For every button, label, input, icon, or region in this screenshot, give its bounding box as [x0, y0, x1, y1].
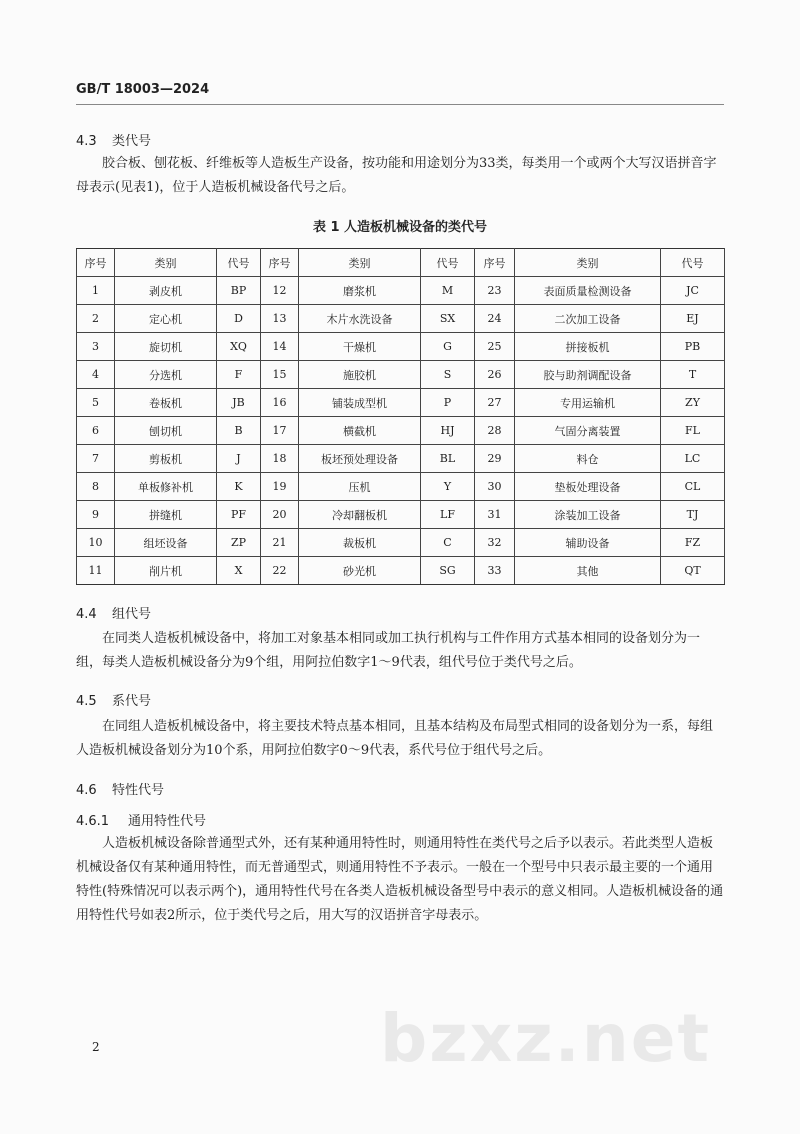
code-cell: P — [421, 389, 475, 417]
header-cell: 序号 — [475, 249, 515, 277]
category-cell: 板坯预处理设备 — [299, 445, 421, 473]
seq-cell: 8 — [77, 473, 115, 501]
code-cell: ZP — [217, 529, 261, 557]
table-row — [77, 361, 725, 389]
category-cell: 铺装成型机 — [299, 389, 421, 417]
seq-cell: 16 — [261, 389, 299, 417]
table-row — [77, 277, 725, 305]
seq-cell: 22 — [261, 557, 299, 585]
seq-cell: 30 — [475, 473, 515, 501]
paragraph-text: 胶合板、刨花板、纤维板等人造板生产设备，按功能和用途划分为33类，每类用一个或两个大写汉语拼音字母表示(见表1)，位于人造板机械设备代号之后。 — [76, 156, 717, 195]
code-cell: PF — [217, 501, 261, 529]
seq-cell: 26 — [475, 361, 515, 389]
category-cell: 其他 — [515, 557, 661, 585]
header-cell: 代号 — [421, 249, 475, 277]
table-title: 表 1 人造板机械设备的类代号 — [312, 220, 488, 235]
category-cell: 二次加工设备 — [515, 305, 661, 333]
code-cell: FL — [661, 417, 725, 445]
table-row — [77, 305, 725, 333]
seq-cell: 7 — [77, 445, 115, 473]
section-title: 通用特性代号 — [128, 814, 207, 829]
code-cell: D — [217, 305, 261, 333]
category-cell: 单板修补机 — [115, 473, 217, 501]
seq-cell: 2 — [77, 305, 115, 333]
code-cell: QT — [661, 557, 725, 585]
section-number: 4.6 — [76, 783, 97, 798]
table-header-row — [77, 249, 725, 277]
code-cell: XQ — [217, 333, 261, 361]
header-cell: 代号 — [217, 249, 261, 277]
code-cell: K — [217, 473, 261, 501]
seq-cell: 15 — [261, 361, 299, 389]
category-cell: 辅助设备 — [515, 529, 661, 557]
section-title: 类代号 — [112, 134, 152, 149]
category-cell: 旋切机 — [115, 333, 217, 361]
seq-cell: 19 — [261, 473, 299, 501]
code-cell: M — [421, 277, 475, 305]
category-cell: 施胶机 — [299, 361, 421, 389]
page-number: 2 — [92, 1040, 100, 1054]
code-cell: HJ — [421, 417, 475, 445]
seq-cell: 17 — [261, 417, 299, 445]
category-cell: 专用运输机 — [515, 389, 661, 417]
paragraph-4-5 — [76, 715, 724, 763]
code-cell: Y — [421, 473, 475, 501]
table-row — [77, 557, 725, 585]
seq-cell: 5 — [77, 389, 115, 417]
seq-cell: 33 — [475, 557, 515, 585]
code-cell: PB — [661, 333, 725, 361]
code-cell: J — [217, 445, 261, 473]
category-cell: 气固分离装置 — [515, 417, 661, 445]
seq-cell: 1 — [77, 277, 115, 305]
category-cell: 料仓 — [515, 445, 661, 473]
section-4-6-heading — [76, 779, 164, 798]
code-cell: LF — [421, 501, 475, 529]
header-cell: 代号 — [661, 249, 725, 277]
category-cell: 拼接板机 — [515, 333, 661, 361]
category-cell: 裁板机 — [299, 529, 421, 557]
header-rule — [76, 104, 724, 105]
paragraph-4-6-1 — [76, 832, 724, 928]
category-cell: 拼缝机 — [115, 501, 217, 529]
seq-cell: 3 — [77, 333, 115, 361]
table-row — [77, 389, 725, 417]
code-cell: S — [421, 361, 475, 389]
seq-cell: 4 — [77, 361, 115, 389]
section-number: 4.5 — [76, 694, 97, 709]
class-code-table — [76, 248, 725, 585]
seq-cell: 28 — [475, 417, 515, 445]
category-cell: 定心机 — [115, 305, 217, 333]
code-cell: CL — [661, 473, 725, 501]
code-cell: SG — [421, 557, 475, 585]
category-cell: 表面质量检测设备 — [515, 277, 661, 305]
table-row — [77, 501, 725, 529]
section-number: 4.3 — [76, 134, 97, 149]
table-row — [77, 417, 725, 445]
seq-cell: 27 — [475, 389, 515, 417]
category-cell: 木片水洗设备 — [299, 305, 421, 333]
code-cell: ZY — [661, 389, 725, 417]
code-cell: EJ — [661, 305, 725, 333]
code-cell: T — [661, 361, 725, 389]
section-4-3-heading — [76, 130, 151, 149]
section-title: 系代号 — [112, 694, 152, 709]
seq-cell: 25 — [475, 333, 515, 361]
code-cell: G — [421, 333, 475, 361]
category-cell: 胶与助剂调配设备 — [515, 361, 661, 389]
seq-cell: 29 — [475, 445, 515, 473]
category-cell: 干燥机 — [299, 333, 421, 361]
seq-cell: 12 — [261, 277, 299, 305]
seq-cell: 21 — [261, 529, 299, 557]
seq-cell: 10 — [77, 529, 115, 557]
category-cell: 削片机 — [115, 557, 217, 585]
header-cell: 类别 — [299, 249, 421, 277]
category-cell: 砂光机 — [299, 557, 421, 585]
seq-cell: 13 — [261, 305, 299, 333]
seq-cell: 14 — [261, 333, 299, 361]
code-cell: SX — [421, 305, 475, 333]
category-cell: 压机 — [299, 473, 421, 501]
watermark: bzxz.net — [380, 1000, 712, 1077]
code-cell: TJ — [661, 501, 725, 529]
header-cell: 类别 — [115, 249, 217, 277]
header-cell: 序号 — [261, 249, 299, 277]
section-number: 4.4 — [76, 607, 97, 622]
category-cell: 剪板机 — [115, 445, 217, 473]
section-number: 4.6.1 — [76, 814, 110, 829]
seq-cell: 11 — [77, 557, 115, 585]
seq-cell: 20 — [261, 501, 299, 529]
category-cell: 组坯设备 — [115, 529, 217, 557]
category-cell: 横截机 — [299, 417, 421, 445]
seq-cell: 24 — [475, 305, 515, 333]
paragraph-text: 在同类人造板机械设备中，将加工对象基本相同或加工执行机构与工件作用方式基本相同的设备划分为一组，每类人造板机械设备分为9个组，用阿拉伯数字1～9代表，组代号位于类代号之后。 — [76, 631, 701, 670]
table-row — [77, 445, 725, 473]
code-cell: B — [217, 417, 261, 445]
header-cell: 类别 — [515, 249, 661, 277]
seq-cell: 18 — [261, 445, 299, 473]
seq-cell: 31 — [475, 501, 515, 529]
seq-cell: 6 — [77, 417, 115, 445]
table-row — [77, 473, 725, 501]
code-cell: X — [217, 557, 261, 585]
code-cell: BL — [421, 445, 475, 473]
section-4-6-1-heading — [76, 810, 206, 829]
category-cell: 涂装加工设备 — [515, 501, 661, 529]
seq-cell: 32 — [475, 529, 515, 557]
section-title: 组代号 — [112, 607, 152, 622]
table-row — [77, 333, 725, 361]
code-cell: JC — [661, 277, 725, 305]
paragraph-4-3 — [76, 152, 724, 200]
code-cell: FZ — [661, 529, 725, 557]
seq-cell: 23 — [475, 277, 515, 305]
category-cell: 剥皮机 — [115, 277, 217, 305]
paragraph-text: 人造板机械设备除普通型式外，还有某种通用特性时，则通用特性在类代号之后予以表示。若此类型人造板机械设备仅有某种通用特性，而无普通型式，则通用特性不予表示。一般在一个型号中只表示最主要的一个通用特性(特殊情况可以表示两个)，通用特性代号在各类人造板机械设备型号中表示的意义相同。人造板机械设备的通用特性代号如表2所示，位于类代号之后，用大写的汉语拼音字母表示。 — [76, 836, 724, 923]
category-cell: 刨切机 — [115, 417, 217, 445]
section-4-4-heading — [76, 603, 151, 622]
standard-id: GB/T 18003—2024 — [76, 82, 210, 97]
table-row — [77, 529, 725, 557]
code-cell: LC — [661, 445, 725, 473]
section-4-5-heading — [76, 690, 151, 709]
code-cell: F — [217, 361, 261, 389]
category-cell: 分选机 — [115, 361, 217, 389]
header-cell: 序号 — [77, 249, 115, 277]
code-cell: C — [421, 529, 475, 557]
seq-cell: 9 — [77, 501, 115, 529]
paragraph-4-4 — [76, 627, 724, 675]
section-title: 特性代号 — [112, 783, 165, 798]
paragraph-text: 在同组人造板机械设备中，将主要技术特点基本相同，且基本结构及布局型式相同的设备划分为一系，每组人造板机械设备划分为10个系，用阿拉伯数字0～9代表，系代号位于组代号之后。 — [76, 719, 714, 758]
code-cell: JB — [217, 389, 261, 417]
code-cell: BP — [217, 277, 261, 305]
category-cell: 冷却翻板机 — [299, 501, 421, 529]
category-cell: 磨浆机 — [299, 277, 421, 305]
category-cell: 卷板机 — [115, 389, 217, 417]
category-cell: 垫板处理设备 — [515, 473, 661, 501]
